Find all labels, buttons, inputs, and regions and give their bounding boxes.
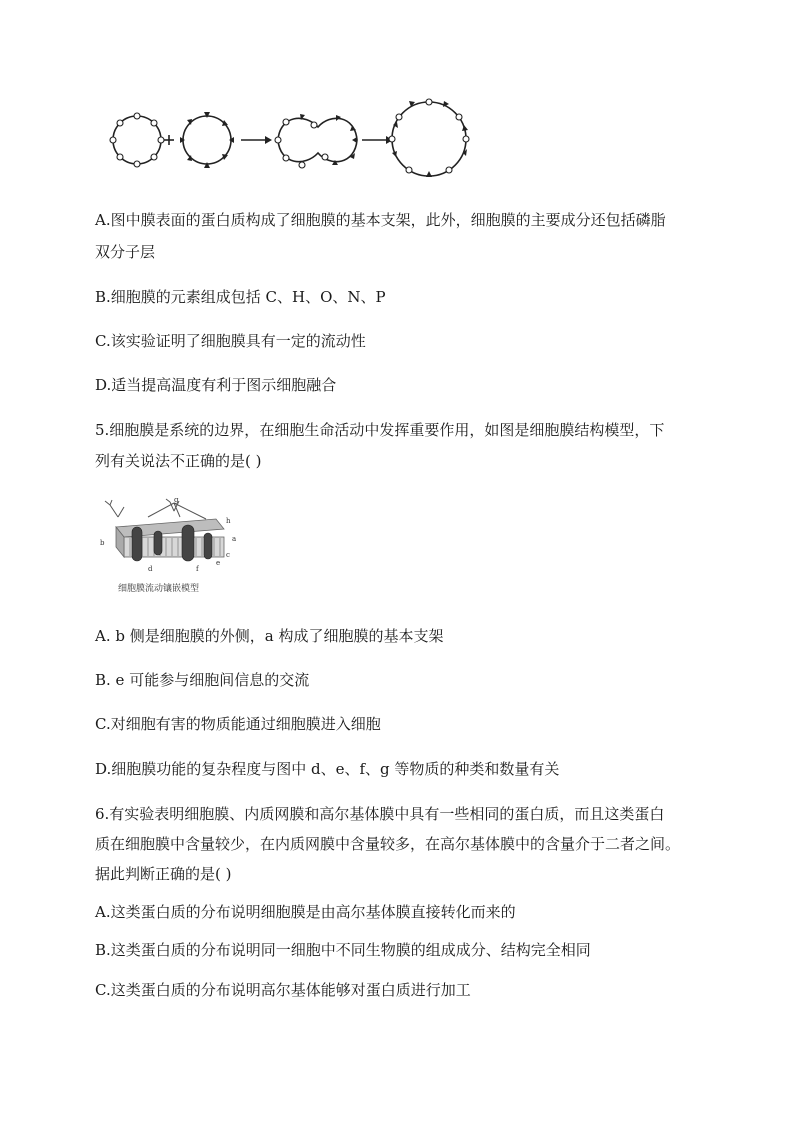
q4-option-a[interactable]: A.图中膜表面的蛋白质构成了细胞膜的基本支架，此外，细胞膜的主要成分还包括磷脂 <box>95 211 666 229</box>
q4-option-a-continued[interactable]: 双分子层 <box>95 243 156 261</box>
fused-open-proteins <box>389 99 469 173</box>
label-e: e <box>216 559 221 567</box>
q6-option-c[interactable]: C.这类蛋白质的分布说明高尔基体能够对蛋白质进行加工 <box>95 981 471 999</box>
label-d: d <box>148 565 153 573</box>
q6-stem-line2: 质在细胞膜中含量较少，在内质网膜中含量较多，在高尔基体膜中的含量介于二者之间。 <box>95 835 681 853</box>
q5-option-d[interactable]: D.细胞膜功能的复杂程度与图中 d、e、f、g 等物质的种类和数量有关 <box>95 760 560 778</box>
figure-caption: 细胞膜流动镶嵌模型 <box>118 584 200 594</box>
label-a: a <box>232 535 237 543</box>
cell-two-proteins <box>180 112 234 168</box>
q6-option-a[interactable]: A.这类蛋白质的分布说明细胞膜是由高尔基体膜直接转化而来的 <box>95 903 516 921</box>
glycocalyx <box>105 499 206 519</box>
label-f: f <box>196 565 199 573</box>
label-b: b <box>100 539 105 547</box>
q6-stem-line3: 据此判断正确的是( ) <box>95 865 232 883</box>
q4-option-c[interactable]: C.该实验证明了细胞膜具有一定的流动性 <box>95 332 366 350</box>
q5-option-a[interactable]: A. b 侧是细胞膜的外侧，a 构成了细胞膜的基本支架 <box>95 627 444 645</box>
q5-stem-line2: 列有关说法不正确的是( ) <box>95 452 262 470</box>
q6-stem-line1: 6.有实验表明细胞膜、内质网膜和高尔基体膜中具有一些相同的蛋白质，而且这类蛋白 <box>95 805 665 823</box>
q4-option-d[interactable]: D.适当提高温度有利于图示细胞融合 <box>95 376 337 394</box>
fused-cell <box>392 102 466 176</box>
q6-option-b[interactable]: B.这类蛋白质的分布说明同一细胞中不同生物膜的组成成分、结构完全相同 <box>95 941 591 959</box>
cell-fusion-diagram <box>100 95 470 185</box>
arrowhead-one <box>265 136 272 144</box>
label-h: h <box>226 517 231 525</box>
label-g: g <box>174 497 179 504</box>
fluid-mosaic-model-diagram <box>96 497 241 581</box>
cell-one-proteins <box>110 113 164 167</box>
label-c: c <box>226 551 230 559</box>
membrane-model-figure <box>96 497 241 597</box>
q4-option-b[interactable]: B.细胞膜的元素组成包括 C、H、O、N、P <box>95 288 386 306</box>
q5-option-c[interactable]: C.对细胞有害的物质能通过细胞膜进入细胞 <box>95 715 381 733</box>
q5-option-b[interactable]: B. e 可能参与细胞间信息的交流 <box>95 671 310 689</box>
q5-stem-line1: 5.细胞膜是系统的边界，在细胞生命活动中发挥重要作用，如图是细胞膜结构模型，下 <box>95 421 665 439</box>
